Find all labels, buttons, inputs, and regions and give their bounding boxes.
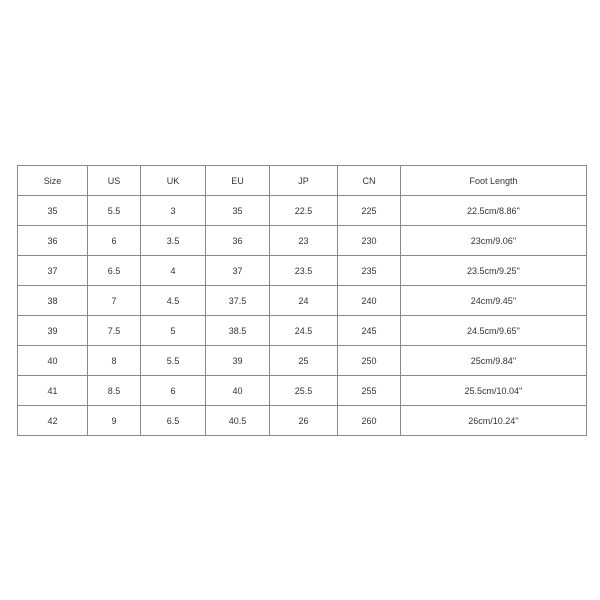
cell-eu: 40 xyxy=(206,376,270,406)
cell-us: 8.5 xyxy=(88,376,141,406)
cell-uk: 4.5 xyxy=(141,286,206,316)
cell-foot-length: 22.5cm/8.86'' xyxy=(401,196,587,226)
header-us: US xyxy=(88,166,141,196)
cell-eu: 37.5 xyxy=(206,286,270,316)
cell-jp: 24 xyxy=(270,286,338,316)
cell-us: 7.5 xyxy=(88,316,141,346)
cell-cn: 260 xyxy=(338,406,401,436)
cell-us: 6.5 xyxy=(88,256,141,286)
cell-uk: 5 xyxy=(141,316,206,346)
cell-us: 8 xyxy=(88,346,141,376)
table-row xyxy=(18,376,587,406)
header-eu: EU xyxy=(206,166,270,196)
cell-foot-length: 25.5cm/10.04'' xyxy=(401,376,587,406)
cell-foot-length: 23.5cm/9.25'' xyxy=(401,256,587,286)
header-foot-length: Foot Length xyxy=(401,166,587,196)
cell-foot-length: 24.5cm/9.65'' xyxy=(401,316,587,346)
cell-size: 38 xyxy=(18,286,88,316)
cell-eu: 35 xyxy=(206,196,270,226)
cell-foot-length: 25cm/9.84'' xyxy=(401,346,587,376)
cell-cn: 235 xyxy=(338,256,401,286)
cell-size: 42 xyxy=(18,406,88,436)
cell-eu: 39 xyxy=(206,346,270,376)
cell-size: 35 xyxy=(18,196,88,226)
cell-eu: 36 xyxy=(206,226,270,256)
cell-jp: 26 xyxy=(270,406,338,436)
table-row xyxy=(18,196,587,226)
cell-jp: 25 xyxy=(270,346,338,376)
header-size: Size xyxy=(18,166,88,196)
cell-cn: 255 xyxy=(338,376,401,406)
size-chart-table xyxy=(17,165,587,436)
cell-uk: 3.5 xyxy=(141,226,206,256)
cell-eu: 40.5 xyxy=(206,406,270,436)
cell-uk: 6 xyxy=(141,376,206,406)
cell-us: 6 xyxy=(88,226,141,256)
cell-uk: 3 xyxy=(141,196,206,226)
cell-jp: 25.5 xyxy=(270,376,338,406)
cell-size: 41 xyxy=(18,376,88,406)
table-row xyxy=(18,256,587,286)
header-jp: JP xyxy=(270,166,338,196)
table-row xyxy=(18,406,587,436)
cell-us: 5.5 xyxy=(88,196,141,226)
header-cn: CN xyxy=(338,166,401,196)
cell-uk: 4 xyxy=(141,256,206,286)
cell-us: 9 xyxy=(88,406,141,436)
table-row xyxy=(18,316,587,346)
cell-foot-length: 26cm/10.24'' xyxy=(401,406,587,436)
header-row xyxy=(18,166,587,196)
cell-foot-length: 24cm/9.45'' xyxy=(401,286,587,316)
cell-us: 7 xyxy=(88,286,141,316)
cell-foot-length: 23cm/9.06'' xyxy=(401,226,587,256)
cell-cn: 230 xyxy=(338,226,401,256)
cell-jp: 24.5 xyxy=(270,316,338,346)
cell-cn: 225 xyxy=(338,196,401,226)
cell-size: 36 xyxy=(18,226,88,256)
table-row xyxy=(18,226,587,256)
cell-eu: 38.5 xyxy=(206,316,270,346)
cell-eu: 37 xyxy=(206,256,270,286)
cell-uk: 5.5 xyxy=(141,346,206,376)
cell-cn: 240 xyxy=(338,286,401,316)
table-row xyxy=(18,286,587,316)
size-chart-body xyxy=(18,196,587,436)
header-uk: UK xyxy=(141,166,206,196)
table-row xyxy=(18,346,587,376)
cell-cn: 250 xyxy=(338,346,401,376)
cell-cn: 245 xyxy=(338,316,401,346)
cell-size: 37 xyxy=(18,256,88,286)
cell-size: 40 xyxy=(18,346,88,376)
cell-size: 39 xyxy=(18,316,88,346)
cell-uk: 6.5 xyxy=(141,406,206,436)
cell-jp: 23.5 xyxy=(270,256,338,286)
cell-jp: 22.5 xyxy=(270,196,338,226)
cell-jp: 23 xyxy=(270,226,338,256)
